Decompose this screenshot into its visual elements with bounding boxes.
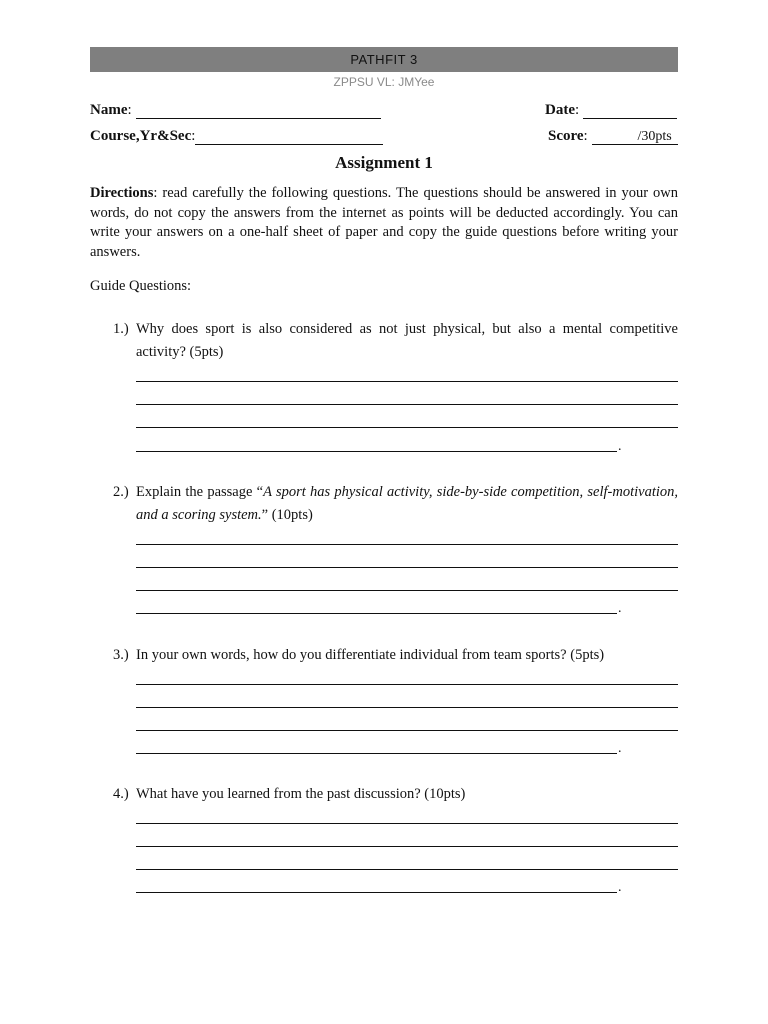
course-header-bar [90,47,678,72]
course-field: Course,Yr&Sec : [90,127,383,145]
date-field: Date : [545,101,677,119]
course-blank[interactable] [195,129,383,145]
answer-line[interactable] [136,567,678,568]
answer-line[interactable] [136,707,678,708]
date-blank[interactable] [583,103,677,119]
question-2-text: Explain the passage “A sport has physical activity, side-by-side competition, self-motivation, and a scoring system.” (10pts) [136,484,679,523]
directions-label: Directions [90,185,154,201]
name-blank[interactable] [136,103,381,119]
answer-line[interactable] [136,869,678,870]
guide-questions-label: Guide Questions: [90,278,192,294]
answer-line[interactable] [136,684,678,685]
question-3-number: 3.) [113,647,129,663]
answer-line[interactable] [136,427,678,428]
directions-paragraph [90,184,678,262]
score-label: Score [548,128,584,144]
answer-end-period: . [618,601,622,616]
question-4-text: What have you learned from the past discussion? (10pts) [136,786,466,802]
answer-line[interactable] [136,381,678,382]
question-3-text: In your own words, how do you differentiate individual from team sports? (5pts) [136,647,605,663]
name-label: Name [90,102,128,118]
answer-end-period: . [618,439,622,454]
answer-line[interactable] [136,451,617,452]
course-title: PATHFIT 3 [350,52,418,67]
course-label: Course,Yr&Sec [90,128,192,144]
answer-line[interactable] [136,823,678,824]
question-4-number: 4.) [113,786,129,802]
answer-line[interactable] [136,730,678,731]
answer-line[interactable] [136,613,617,614]
instructor-label: ZPPSU VL: JMYee [333,75,435,89]
score-value[interactable]: /30pts [592,129,678,145]
score-field: Score : /30pts [548,127,678,145]
answer-end-period: . [618,741,622,756]
assignment-title: Assignment 1 [335,153,433,172]
date-label: Date [545,102,575,118]
answer-line[interactable] [136,892,617,893]
answer-line[interactable] [136,846,678,847]
answer-line[interactable] [136,590,678,591]
answer-line[interactable] [136,753,617,754]
question-2-number: 2.) [113,484,129,500]
answer-line[interactable] [136,404,678,405]
answer-line[interactable] [136,544,678,545]
question-1-text: Why does sport is also considered as not just physical, but also a mental competitive activity? (5pts) [136,321,678,360]
question-1-number: 1.) [113,321,129,337]
answer-end-period: . [618,880,622,895]
name-field: Name : [90,101,381,119]
directions-text: : read carefully the following questions. The questions should be answered in your own words, do not copy the answers from the internet as points will be deducted accordingly. You can write your answers on a one-half sheet of paper and copy the guide questions before writing your answers. [90,185,678,260]
